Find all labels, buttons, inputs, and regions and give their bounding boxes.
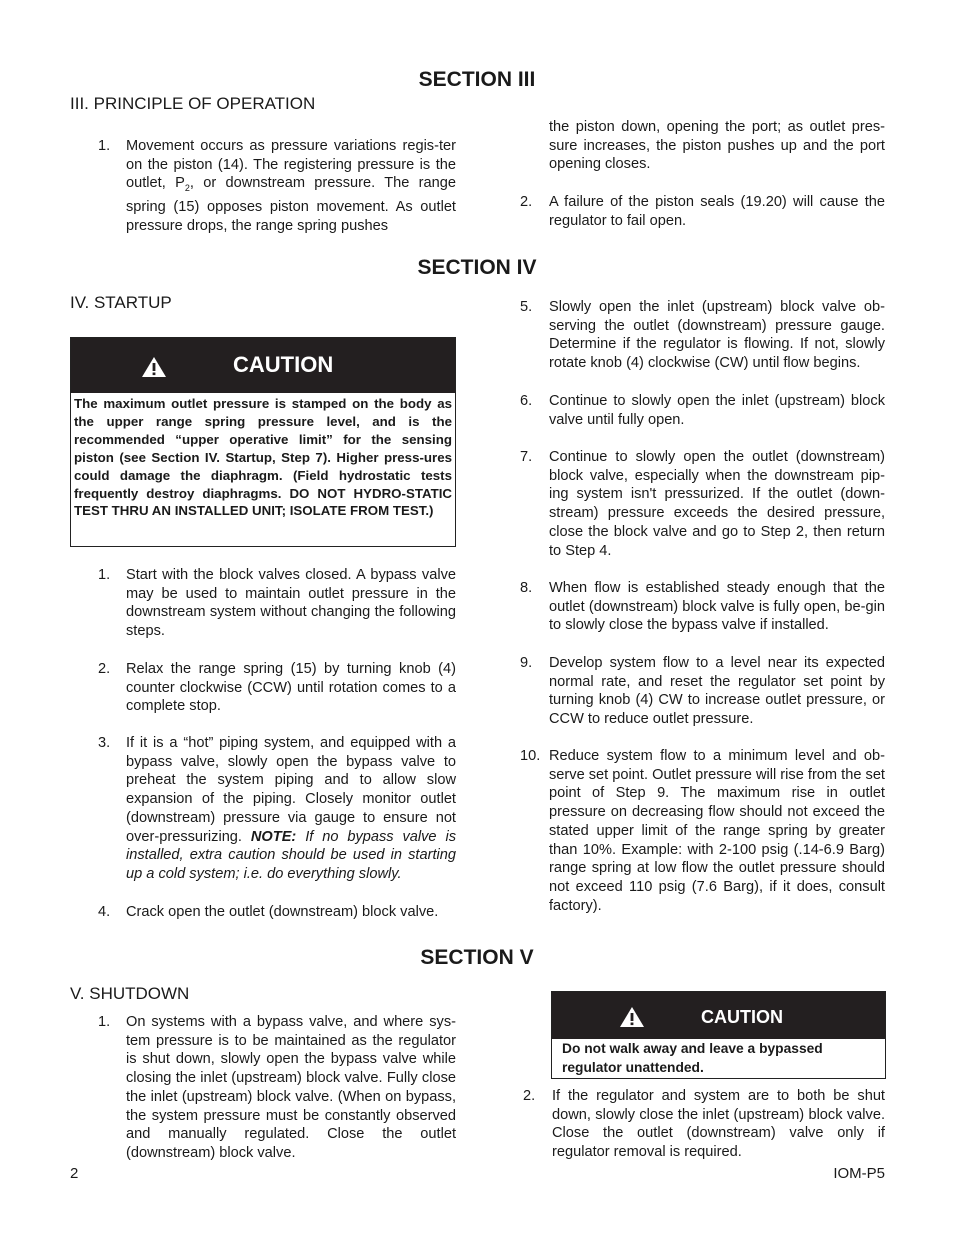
item-number: 1. [98,567,111,583]
caution-text: The maximum outlet pressure is stamped on the body as the upper range spring pressure level, and is the recommended “upper operative limit” for the sensing piston (see Section IV. Startup, Step 7). Higher press-ures could damage the diaphragm. (Field hydrostatic tests frequently destroy diaphragms. DO NOT HYDRO-STATIC TEST THRU AN INSTALLED UNIT; ISOLATE FROM TEST.) [74,396,452,519]
item-number: 4. [98,904,111,920]
list-item [520,193,885,233]
list-item [98,137,456,237]
item-text: Movement occurs as pressure variations regis-ter on the piston (14). The registering pressure is the outlet, $P_2$, or downstream pressure. The range spring (15) opposes piston movement. As outlet pressure drops, the range spring pushes [126,138,456,234]
caution-text: Do not walk away and leave a bypassed regulator unattended. [562,1041,823,1075]
item-number: 5. [520,299,533,315]
list-item [520,298,885,378]
item-number: 10. [520,748,541,764]
warning-icon [141,356,167,383]
list-item [520,747,885,922]
caution-header [71,338,455,393]
item-number: 2. [523,1088,536,1104]
item-text: Relax the range spring (15) by turning knob (4) counter clockwise (CCW) until rotation comes to a complete stop. [126,661,456,715]
warning-icon [619,1006,645,1033]
section-3-title: SECTION III [418,68,536,91]
item-text: Continue to slowly open the outlet (downstream) block valve, especially when the downstream pip-ing system isn't pressurized. If the outlet (down-stream) pressure exceeds the desired pressure, close the block valve and go to Step 2, then return to Step 4. [549,449,885,559]
list-item [520,392,885,432]
caution-label: CAUTION [701,1007,783,1027]
caution-header [552,992,885,1039]
list-item [98,566,456,646]
caution-label: CAUTION [233,352,334,377]
section-5-title: SECTION V [420,946,534,969]
item-text: Reduce system flow to a minimum level and ob-serve set point. Outlet pressure will rise from the set point of Step 9. The maximum rise in outlet pressure on decreasing flow should not exceed the stated upper limit of the range spring by greater than 10%. Example: with 2-100 psig (.14-6.9 Barg) range spring at low flow the outlet pressure should not exceed 110 psig (7.6 Barg), if it does, consult factory). [549,748,885,914]
item-number: 7. [520,449,533,465]
item-text: When flow is established steady enough that the outlet (downstream) block valve is fully open, be-gin to slowly close the bypass valve if installed. [549,580,885,634]
item-text: Develop system flow to a level near its expected normal rate, and reset the regulator set point by turning knob (4) CW to increase outlet pressure, or CCW to reduce outlet pressure. [549,655,885,728]
item-text: A failure of the piston seals (19.20) will cause the regulator to fail open. [549,194,885,229]
list-item [98,660,456,720]
item-number: 6. [520,393,533,409]
item-text: Continue to slowly open the inlet (upstream) block valve until fully open. [549,393,885,428]
item-number: 9. [520,655,533,671]
caution-box [70,337,456,547]
item-number: 3. [98,735,111,751]
document-id: IOM-P5 [833,1165,885,1182]
item-number: 1. [98,138,111,154]
item-text: Start with the block valves closed. A bypass valve may be used to maintain outlet pressure in the downstream system without changing the following steps. [126,567,456,640]
section-3-heading: III. PRINCIPLE OF OPERATION [70,94,316,113]
item-text: If the regulator and system are to both be shut down, slowly close the inlet (upstream) block valve. Close the outlet (downstream) valve only if regulator removal is required. [552,1088,885,1161]
item-text: Crack open the outlet (downstream) block valve. [126,904,439,920]
section-4-title: SECTION IV [417,256,537,279]
section-5-heading: V. SHUTDOWN [70,984,190,1003]
list-item [98,734,456,886]
list-item [520,579,885,639]
list-item [98,903,456,923]
item-number: 1. [98,1014,111,1030]
item-number: 8. [520,580,533,596]
list-item [520,654,885,734]
item-text: On systems with a bypass valve, and where sys-tem pressure is to be maintained as the regulator is shut down, slowly open the bypass valve while closing the inlet (upstream) block valve. Fully close the inlet (upstream) block valve. (When on bypass, the system pressure must be constantly observed and manually regulated. Close the outlet (downstream) block valve. [126,1014,456,1161]
item-number: 2. [98,661,111,677]
item-number: 2. [520,194,533,210]
list-item [523,1087,885,1167]
item-text: Slowly open the inlet (upstream) block valve ob-serving the outlet (downstream) pressure gauge. Determine if the regulator is flowing. If not, slowly rotate knob (4) clockwise (CW) until flow begins. [549,299,885,372]
paragraph-continuation: the piston down, opening the port; as outlet pres-sure increases, the piston pushes up and the port opening closes. [549,119,885,173]
page-number: 2 [70,1165,79,1182]
item-text: If it is a “hot” piping system, and equipped with a bypass valve, slowly open the bypass valve to preheat the system piping and to allow slow expansion of the piping. Closely monitor outlet (downstream) pressure via gauge to ensure not over-pressurizing. NOTE: If no bypass valve is installed, extra caution should be used in starting up a cold system; i.e. do everything slowly. [126,735,456,882]
section-4-heading: IV. STARTUP [70,293,172,312]
caution-box [551,991,886,1079]
list-item [98,1013,456,1165]
list-item [520,448,885,563]
